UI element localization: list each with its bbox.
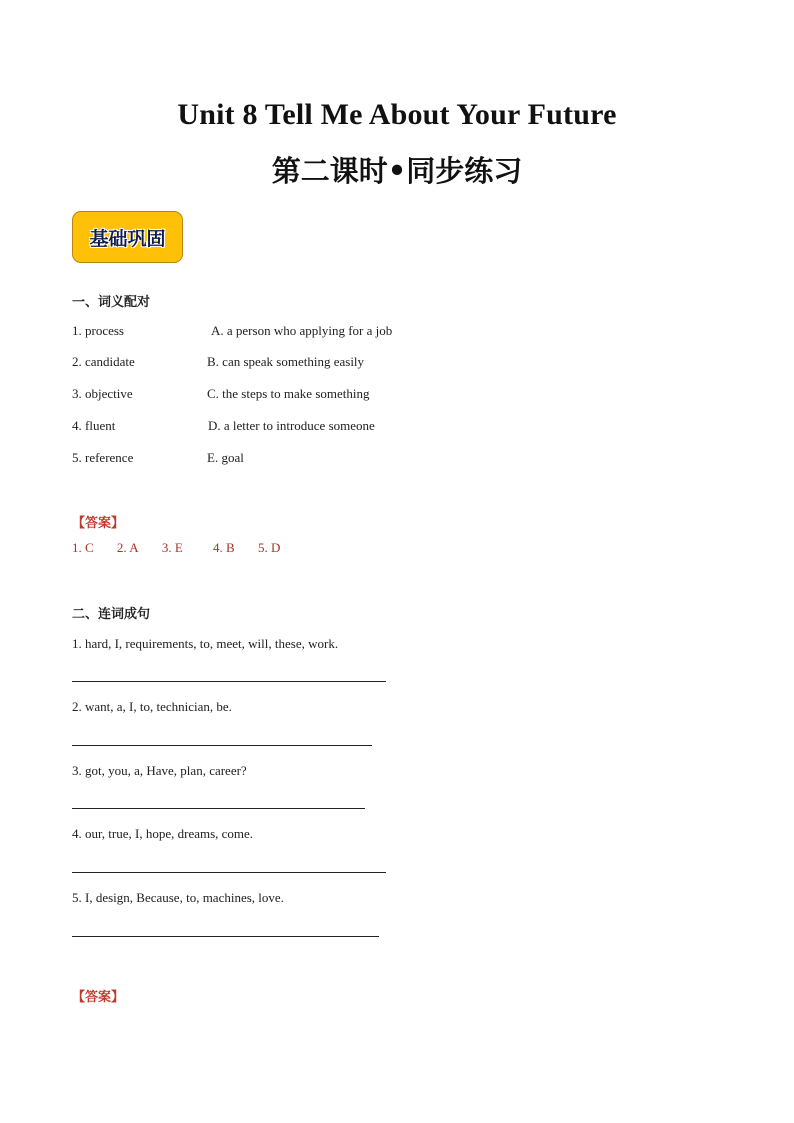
answer-item: 3. E [161,540,183,555]
page-title-english: Unit 8 Tell Me About Your Future [177,98,617,131]
section-badge: 基础巩固 [72,211,183,263]
match-word-4: 4. fluent [72,418,116,433]
page-subtitle-chinese: 第二课时•同步练习 [271,154,523,188]
sentence-prompt-4: 4. our, true, I, hope, dreams, come. [72,826,254,841]
answer-blank-2[interactable] [72,745,372,746]
answer-list-1 [72,540,300,556]
answer-item: 5. D [257,540,281,555]
answer-blank-5[interactable] [72,936,379,937]
answer-blank-4[interactable] [72,872,386,873]
match-definition-c: C. the steps to make something [207,386,370,401]
answer-item: 1. C [72,540,94,555]
sentence-prompt-3: 3. got, you, a, Have, plan, career? [72,763,247,778]
match-word-3: 3. objective [72,386,133,401]
match-word-5: 5. reference [72,450,134,465]
sentence-prompt-5: 5. I, design, Because, to, machines, love. [72,890,284,905]
answer-item: 2. A [116,540,139,555]
answer-blank-3[interactable] [72,808,365,809]
match-definition-d: D. a letter to introduce someone [208,418,375,433]
sentence-prompt-2: 2. want, a, I, to, technician, be. [72,699,232,714]
answer-item: 4. B [213,540,235,555]
match-definition-e: E. goal [207,450,244,465]
match-definition-b: B. can speak something easily [207,354,365,369]
sentence-prompt-1: 1. hard, I, requirements, to, meet, will, these, work. [72,636,339,651]
answer-label-2: 【答案】 [72,990,125,1005]
section-heading-sentences: 二、连词成句 [72,607,151,622]
match-word-1: 1. process [72,323,124,338]
answer-blank-1[interactable] [72,681,386,682]
section-heading-matching: 一、词义配对 [72,295,151,310]
match-definition-a: A. a person who applying for a job [211,323,393,338]
match-word-2: 2. candidate [72,354,135,369]
answer-label-1: 【答案】 [72,516,125,531]
